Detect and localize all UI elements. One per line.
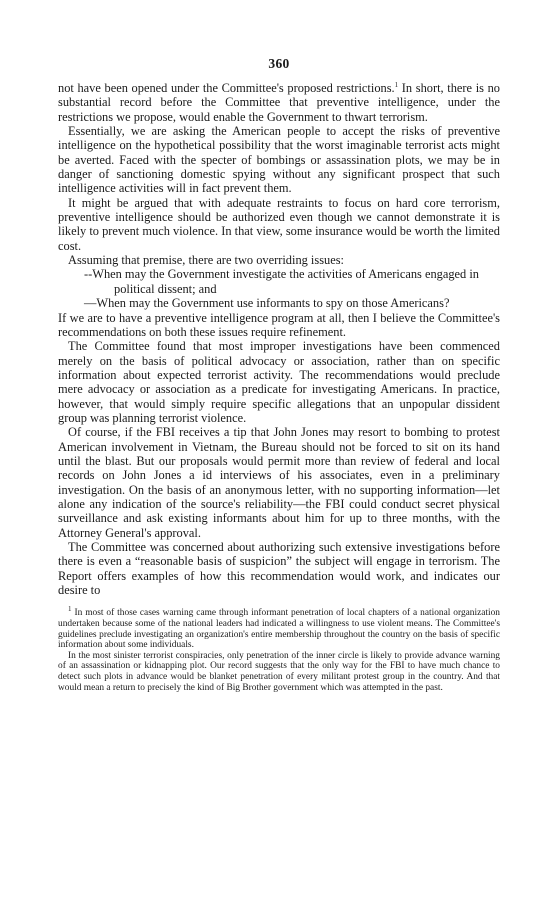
- paragraph-1: [58, 81, 500, 124]
- paragraph-4: Assuming that premise, there are two overriding issues:: [68, 253, 344, 268]
- paragraph-1-tail: In short, there is no substantial record before the Committee that preventive intelligence, under the restrictions we propose, would enable the Government to thwart terrorism.: [58, 81, 501, 124]
- page-number: 360: [268, 56, 290, 71]
- footnotes: [58, 605, 500, 693]
- footnote-2: [58, 651, 500, 693]
- body-text: [58, 81, 500, 597]
- paragraph-2: Essentially, we are asking the American people to accept the risks of preventive intelligence on the hypothetical possibility that the worst imaginable terrorist acts might be averted. Faced with the specter of bombings or assassination plots, we may be in danger of sanctioning domestic spying without any significant prospect that such intelligence activities will in fact prevent them.: [58, 124, 500, 196]
- paragraph-5: If we are to have a preventive intelligence program at all, then I believe the Committee's recommendations on both these issues require refinement.: [58, 310, 500, 339]
- document-page: [58, 56, 500, 693]
- issue-item-2: —When may the Government use informants to spy on those Americans?: [84, 296, 450, 311]
- paragraph-1-text: not have been opened under the Committee's proposed restrictions.: [58, 81, 395, 95]
- issue-item-1: --When may the Government investigate the activities of Americans engaged in political dissent; and: [84, 267, 479, 296]
- footnote-1-text: In most of those cases warning came through informant penetration of local chapters of a national organization undertaken because some of the national leaders had indicated a willingness to use violent means. The Committee's guidelines preclude investigating an organization's entire membership throughout the country on the basis of specific information about some individuals.: [58, 608, 500, 651]
- paragraph-8: The Committee was concerned about authorizing such extensive investigations before there is even a “reasonable basis of suspicion” the subject will engage in terrorism. The Report offers examples of how this recommendation would work, and indicates our desire to: [58, 540, 500, 598]
- issue-list: [58, 267, 500, 310]
- footnote-1: [58, 605, 500, 651]
- footnote-ref-1[interactable]: 1: [394, 80, 399, 89]
- paragraph-6: The Committee found that most improper investigations have been commenced merely on the basis of political advocacy or association, rather than on specific information about expected terrorist activity. The recommendations would preclude mere advocacy or association as a predicate for investigating Americans. In practice, however, that would simply require specific allegations that an unpopular dissident group was planning terrorist violence.: [58, 339, 500, 425]
- paragraph-3: It might be argued that with adequate restraints to focus on hard core terrorism, preventive intelligence should be authorized even though we cannot demonstrate it is likely to prevent much violence. In that view, some insurance would be worth the limited cost.: [58, 195, 500, 253]
- footnote-marker-1: 1: [68, 605, 72, 614]
- footnote-2-text: In the most sinister terrorist conspiracies, only penetration of the inner circle is likely to provide advance warning of an assassination or kidnapping plot. Our record suggests that the only way for the FBI to have much chance to detect such plots in advance would be blanket penetration of every militant protest group in the country. And that would mean a return to precisely the kind of Big Brother government which was attempted in the past.: [58, 650, 500, 693]
- paragraph-7: Of course, if the FBI receives a tip that John Jones may resort to bombing to protest American involvement in Vietnam, the Bureau should not be forced to sit on its hand until the blast. But our proposals would permit more than review of federal and local records on John Jones a id interviews of his associates, even in a preliminary investigation. On the basis of an anonymous letter, with no supporting information—let alone any indication of the source's reliability—the FBI could conduct secret physical surveillance and ask existing informants about him for up to three months, with the Attorney General's approval.: [58, 425, 500, 540]
